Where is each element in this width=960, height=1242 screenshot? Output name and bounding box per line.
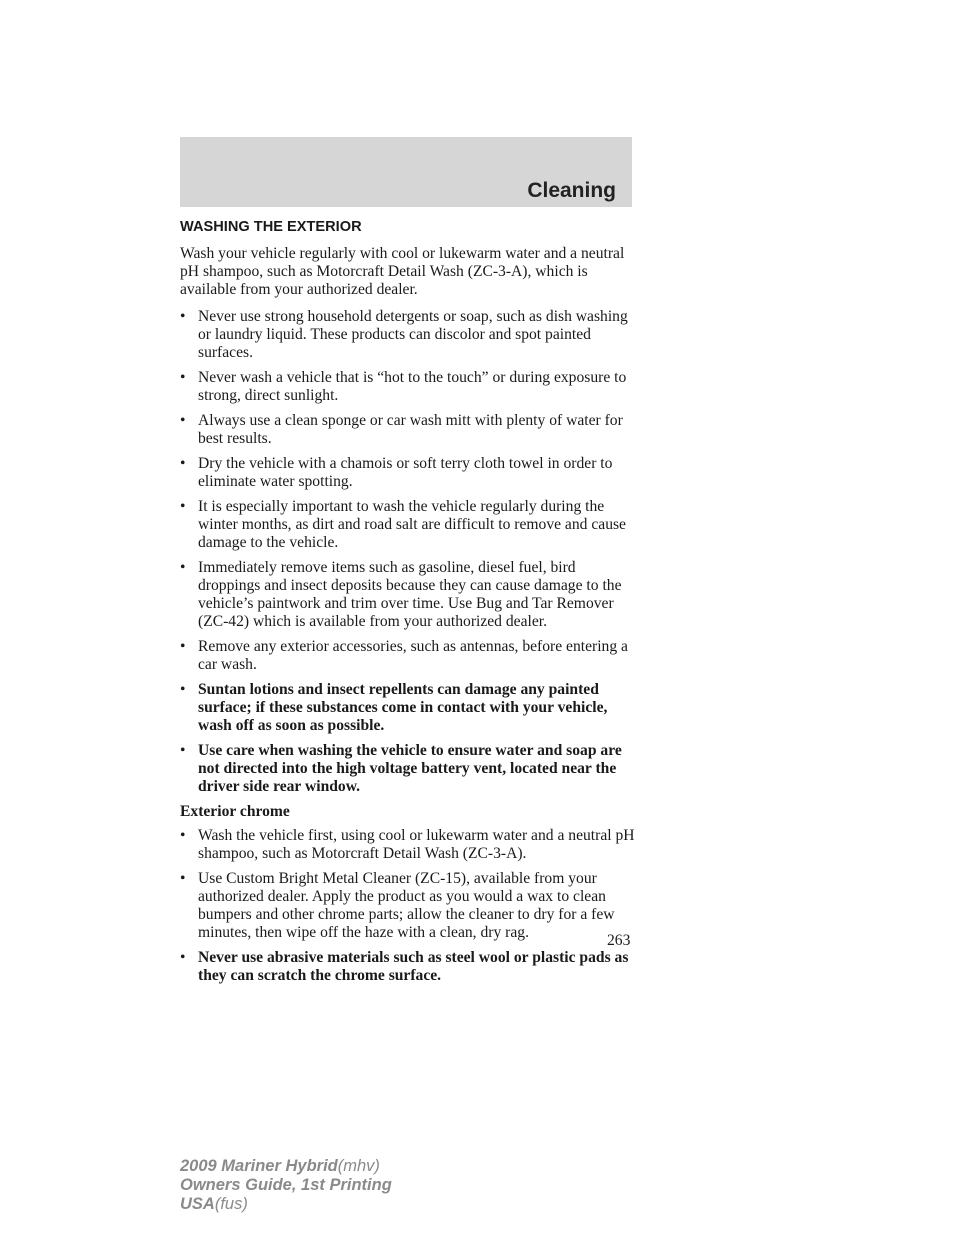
list-item-warning [180, 742, 640, 796]
bullet-icon: • [180, 308, 186, 325]
footer-model-code: (mhv) [337, 1157, 380, 1175]
bullet-icon: • [180, 870, 186, 887]
list-item [180, 308, 640, 362]
bullet-icon: • [180, 827, 186, 844]
washing-intro: Wash your vehicle regularly with cool or lukewarm water and a neutral pH shampoo, such as Motorcraft Detail Wash (ZC-3-A), which is available from your authorized dealer. [180, 245, 625, 298]
washing-bullet-list [180, 308, 640, 796]
list-item [180, 870, 640, 942]
footer-line-1 [180, 1157, 392, 1176]
list-item [180, 827, 640, 863]
print-footer [180, 1157, 392, 1214]
bullet-text: Immediately remove items such as gasoline, diesel fuel, bird droppings and insect deposits because they can cause damage to the vehicle’s paintwork and trim over time. Use Bug and Tar Remover (ZC-42) which is available from your authorized dealer. [198, 559, 622, 630]
footer-model: 2009 Mariner Hybrid [180, 1157, 338, 1175]
footer-line-2: Owners Guide, 1st Printing [180, 1176, 392, 1194]
list-item [180, 455, 640, 491]
bullet-text: Never use abrasive materials such as steel wool or plastic pads as they can scratch the chrome surface. [198, 949, 629, 984]
list-item [180, 559, 640, 631]
list-item [180, 638, 640, 674]
bullet-icon: • [180, 369, 186, 386]
bullet-icon: • [180, 949, 186, 966]
list-item [180, 498, 640, 552]
list-item-warning [180, 681, 640, 735]
section-title: Cleaning [527, 179, 616, 202]
bullet-text: Use Custom Bright Metal Cleaner (ZC-15), available from your authorized dealer. Apply the product as you would a wax to clean bumpers and other chrome parts; allow the cleaner to dry for a few minutes, then wipe off the haze with a clean, dry rag. [198, 870, 615, 941]
chrome-bullet-list [180, 827, 640, 985]
bullet-text: Use care when washing the vehicle to ensure water and soap are not directed into the high voltage battery vent, located near the driver side rear window. [198, 742, 622, 795]
bullet-icon: • [180, 498, 186, 515]
bullet-icon: • [180, 638, 186, 655]
page-number: 263 [607, 932, 631, 949]
bullet-text: Wash the vehicle first, using cool or lukewarm water and a neutral pH shampoo, such as Motorcraft Detail Wash (ZC-3-A). [198, 827, 635, 862]
bullet-text: Never wash a vehicle that is “hot to the touch” or during exposure to strong, direct sunlight. [198, 369, 627, 404]
list-item [180, 369, 640, 405]
footer-market-code: (fus) [214, 1195, 248, 1213]
bullet-text: It is especially important to wash the vehicle regularly during the winter months, as dirt and road salt are difficult to remove and cause damage to the vehicle. [198, 498, 626, 551]
page-content [180, 218, 640, 992]
bullet-icon: • [180, 559, 186, 576]
footer-market: USA [180, 1195, 215, 1213]
bullet-text: Never use strong household detergents or soap, such as dish washing or laundry liquid. These products can discolor and spot painted surfaces. [198, 308, 628, 361]
list-item-warning [180, 949, 640, 985]
bullet-icon: • [180, 681, 186, 698]
bullet-icon: • [180, 742, 186, 759]
washing-heading: WASHING THE EXTERIOR [180, 219, 362, 235]
chrome-heading: Exterior chrome [180, 803, 290, 820]
bullet-icon: • [180, 412, 186, 429]
list-item [180, 412, 640, 448]
bullet-text: Always use a clean sponge or car wash mitt with plenty of water for best results. [198, 412, 623, 447]
footer-line-3 [180, 1195, 392, 1214]
section-header-bar [180, 137, 632, 207]
bullet-icon: • [180, 455, 186, 472]
bullet-text: Suntan lotions and insect repellents can damage any painted surface; if these substances come in contact with your vehicle, wash off as soon as possible. [198, 681, 608, 734]
bullet-text: Remove any exterior accessories, such as antennas, before entering a car wash. [198, 638, 628, 673]
bullet-text: Dry the vehicle with a chamois or soft terry cloth towel in order to eliminate water spotting. [198, 455, 613, 490]
